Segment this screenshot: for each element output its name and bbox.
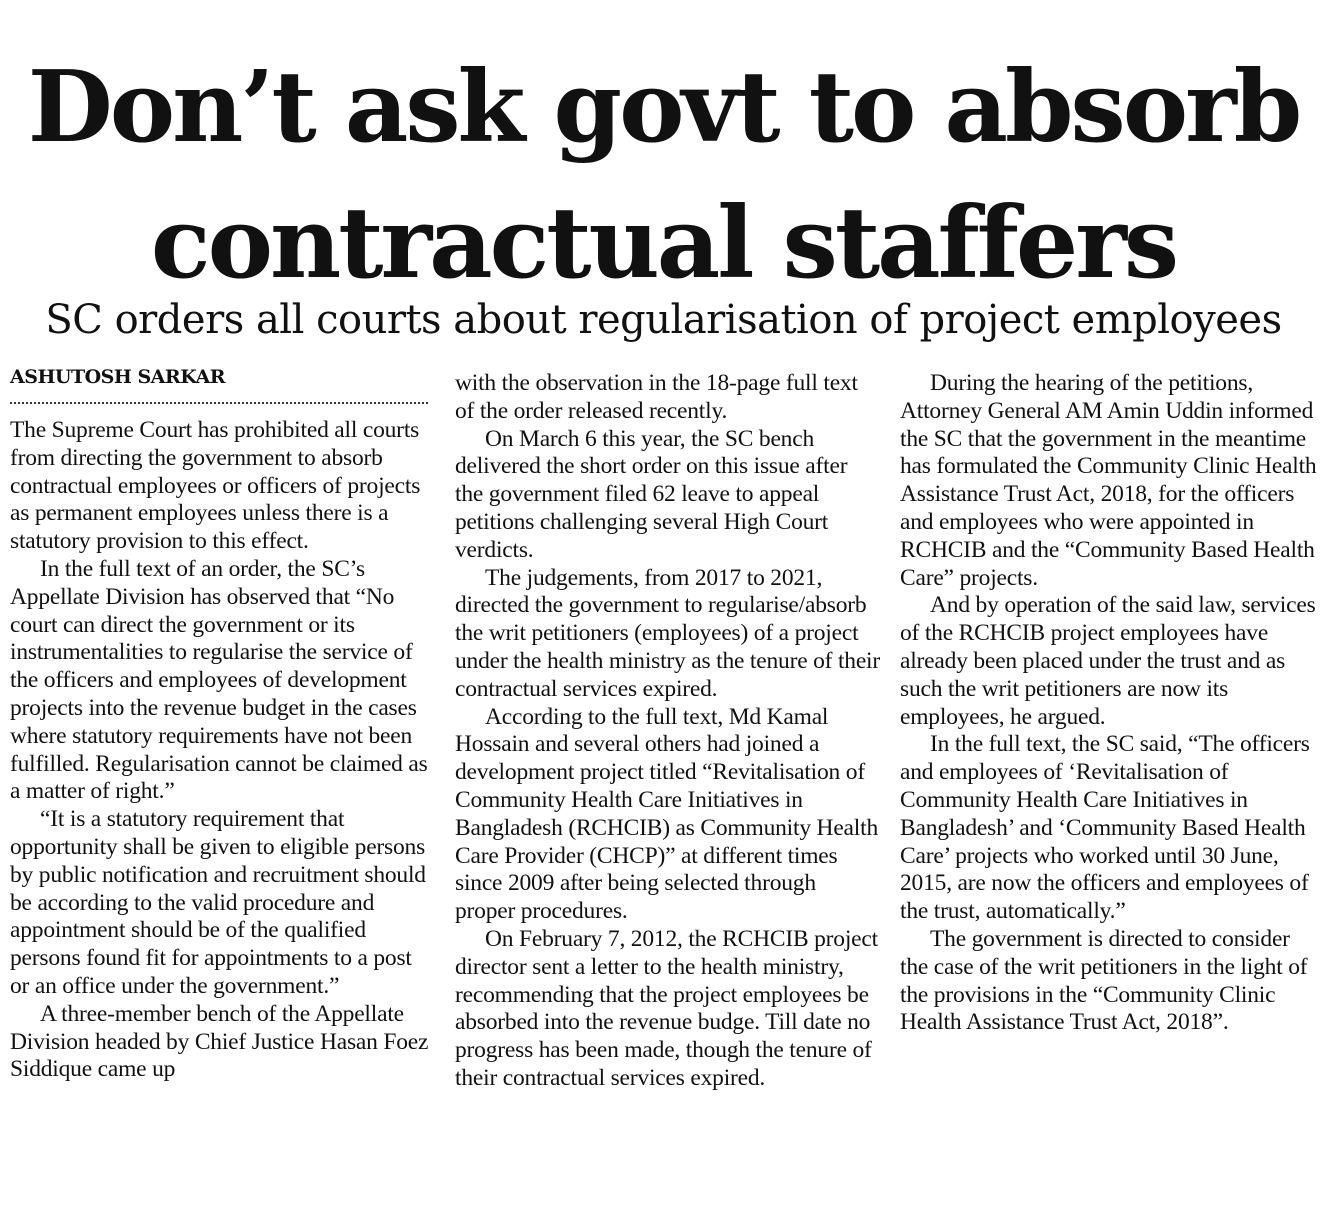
paragraph: “It is a statutory requirement that opportunity shall be given to eligible persons by public notification and recruitment should be according to the valid procedure and appointment should be of the qualified persons found fit for appointments to a post or an office under the government.”: [10, 806, 426, 999]
paragraph: In the full text of an order, the SC’s Appellate Division has observed that “No court can direct the government or its instrumentalities to regularise the service of the officers and employees of development projects into the revenue budget in the cases where statutory requirements have not been fulfilled. Regularisation cannot be claimed as a matter of right.”: [10, 555, 428, 805]
article-column-3: [900, 370, 1318, 1037]
paragraph: The Supreme Court has prohibited all courts from directing the government to absorb contractual employees or officers of projects as permanent employees unless there is a statutory provision to this effect.: [10, 417, 421, 555]
headline: [0, 40, 1327, 312]
paragraph: The judgements, from 2017 to 2021, directed the government to regularise/absorb the writ petitioners (employees) of a project under the health ministry as the tenure of their contractual services expired.: [455, 564, 881, 702]
paragraph: A three-member bench of the Appellate Division headed by Chief Justice Hasan Foez Siddique came up: [10, 1000, 429, 1083]
byline-dotted-divider: [10, 402, 428, 404]
paragraph: And by operation of the said law, services of the RCHCIB project employees have already been placed under the trust and as such the writ petitioners are now its employees, he argued.: [900, 592, 1316, 730]
paragraph: According to the full text, Md Kamal Hossain and several others had joined a development project titled “Revitalisation of Community Health Care Initiatives in Bangladesh (RCHCIB) as Community Health Care Provider (CHCP)” at different times since 2009 after being selected through proper procedures.: [455, 703, 878, 925]
paragraph: On February 7, 2012, the RCHCIB project director sent a letter to the health ministry, recommending that the project employees be absorbed into the revenue budge. Till date no progress has been made, though the tenure of their contractual services expired.: [455, 925, 878, 1091]
paragraph: In the full text, the SC said, “The officers and employees of ‘Revitalisation of Community Health Care Initiatives in Bangladesh’ and ‘Community Based Health Care’ projects who worked until 30 June, 2015, are now the officers and employees of the trust, automatically.”: [900, 731, 1310, 925]
headline-line-2: contractual staffers: [150, 186, 1177, 301]
subheadline: SC orders all courts about regularisation of project employees: [45, 297, 1282, 343]
article-column-1: [10, 417, 435, 1084]
article-column-2: [455, 370, 880, 1093]
paragraph: with the observation in the 18-page full text of the order released recently.: [455, 370, 858, 424]
headline-line-1: Don’t ask govt to absorb: [27, 50, 1300, 165]
paragraph: The government is directed to consider the case of the writ petitioners in the light of the provisions in the “Community Clinic Health Assistance Trust Act, 2018”.: [900, 925, 1308, 1036]
byline: ASHUTOSH SARKAR: [10, 366, 225, 388]
paragraph: On March 6 this year, the SC bench delivered the short order on this issue after the government filed 62 leave to appeal petitions challenging several High Court verdicts.: [455, 425, 848, 563]
paragraph: During the hearing of the petitions, Attorney General AM Amin Uddin informed the SC that the government in the meantime has formulated the Community Clinic Health Assistance Trust Act, 2018, for the officers and employees who were appointed in RCHCIB and the “Community Based Health Care” projects.: [900, 370, 1317, 591]
